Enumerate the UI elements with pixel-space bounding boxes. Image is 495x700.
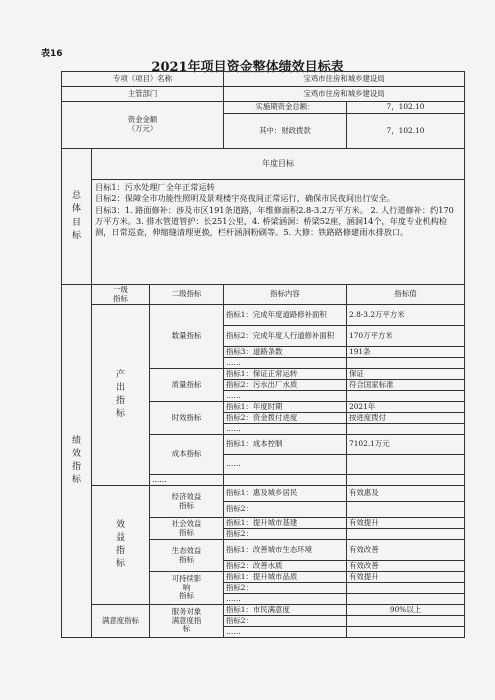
indicator-value: 保证 — [347, 369, 465, 380]
indicator-content: 指标2：污水出厂水质 — [224, 380, 347, 391]
indicator-value: 有效提升 — [347, 518, 465, 529]
timeliness-indicator-label: 时效指标 — [150, 402, 224, 435]
indicator-content: 指标1：市民满意度 — [224, 605, 347, 616]
indicator-value — [347, 627, 465, 638]
funds-fiscal-label: 其中：财政拨款 — [224, 114, 347, 149]
indicator-content: 指标1：年度时期 — [224, 402, 347, 413]
indicator-content: 指标1：保证正常运转 — [224, 369, 347, 380]
indicator-value — [347, 529, 465, 540]
indicator-value: 符合国家标准 — [347, 380, 465, 391]
header-l2: 二级指标 — [150, 285, 224, 305]
indicator-content: …… — [224, 594, 347, 605]
annual-goal-text — [92, 180, 465, 285]
header-content: 指标内容 — [224, 285, 347, 305]
economic-benefit-label: 经济效益 指标 — [150, 486, 224, 518]
funds-fiscal-value: 7，102.10 — [347, 114, 465, 149]
indicator-value: 有效惠及 — [347, 486, 465, 502]
goal-3: 目标3：1. 路面修补：涉及市区191条道路，年维修面积2.8-3.2万平方米。 2. 人行道修补：约170万平方米。3. 排水管道管护：长251公里，4. 桥梁涵洞：桥梁52座，涵洞14个，年度专业机构检测，日常巡查，伸缩缝清理更换，栏杆涵洞粉刷等。5. 大修：铁路路修建雨水排放口。 — [95, 204, 454, 238]
indicator-content: 指标1：改善城市生态环境 — [224, 540, 347, 561]
indicator-content: …… — [224, 358, 347, 369]
project-name-value: 宝鸡市住房和城乡建设局 — [224, 72, 465, 87]
page-title: 2021年项目资金整体绩效目标表 — [151, 60, 344, 75]
indicator-content: …… — [224, 424, 347, 435]
benefit-indicator-label: 效 益 指 标 — [92, 486, 150, 605]
social-benefit-label: 社会效益 指标 — [150, 518, 224, 540]
service-satisfaction-label: 服务对象 满意度指 标 — [150, 605, 224, 638]
performance-target-table — [61, 71, 465, 638]
indicator-value — [347, 502, 465, 518]
funds-label: 资金金额 （万元） — [62, 102, 224, 149]
quantity-indicator-label: 数量指标 — [150, 305, 224, 369]
indicator-content: …… — [224, 627, 347, 638]
satisfaction-indicator-label: 满意度指标 — [92, 605, 150, 638]
dept-label: 主管部门 — [62, 87, 224, 102]
indicator-value: 有效改善 — [347, 561, 465, 572]
indicator-value — [347, 391, 465, 402]
indicator-content: 指标1：提升城市品质 — [224, 572, 347, 583]
sustain-benefit-label: 可持续影 响 指标 — [150, 572, 224, 605]
goal-2: 目标2：保障全市功能性照明及景观楼宇亮夜间正常运行，确保市民夜间出行安全。 — [95, 193, 395, 204]
output-extra: …… — [150, 475, 224, 486]
goal-1: 目标1：污水处理厂全年正常运转 — [95, 182, 215, 192]
indicator-value — [347, 594, 465, 605]
indicator-content: 指标2：完成年度人行道修补面积 — [224, 326, 347, 347]
indicator-content: 指标2：改善水质 — [224, 561, 347, 572]
indicator-value: 7102.1万元 — [347, 435, 465, 455]
dept-value: 宝鸡市住房和城乡建设局 — [224, 87, 465, 102]
indicator-content: 指标1：提升城市基建 — [224, 518, 347, 529]
indicator-content: 指标1：完成年度道路修补面积 — [224, 305, 347, 326]
indicator-value: 90%以上 — [347, 605, 465, 616]
eco-benefit-label: 生态效益 指标 — [150, 540, 224, 572]
indicator-value — [347, 455, 465, 475]
indicator-content: 指标2： — [224, 616, 347, 627]
indicator-value — [347, 583, 465, 594]
output-indicator-label: 产 出 指 标 — [92, 305, 150, 486]
indicator-value: 2.8-3.2万平方米 — [347, 305, 465, 326]
header-l1: 一级 指标 — [92, 285, 150, 305]
indicator-content: 指标2： — [224, 502, 347, 518]
indicator-value: 2021年 — [347, 402, 465, 413]
annual-goal-header: 年度目标 — [92, 149, 465, 180]
indicator-content: 指标2：资金拨付进度 — [224, 413, 347, 424]
indicator-content: 指标2： — [224, 583, 347, 594]
indicator-value: 170万平方米 — [347, 326, 465, 347]
funds-total-value: 7，102.10 — [347, 102, 465, 114]
indicator-value — [347, 424, 465, 435]
indicator-content: …… — [224, 391, 347, 402]
indicator-value — [347, 358, 465, 369]
header-value: 指标值 — [347, 285, 465, 305]
table-number: 表16 — [41, 49, 63, 59]
funds-total-label: 实施期资金总额： — [224, 102, 347, 114]
indicator-content: 指标3：道路条数 — [224, 347, 347, 358]
indicator-content: …… — [224, 455, 347, 475]
quality-indicator-label: 质量指标 — [150, 369, 224, 402]
indicator-value: 191条 — [347, 347, 465, 358]
indicator-content: 指标1：成本控制 — [224, 435, 347, 455]
overall-goal-side-label: 总 体 目 标 — [62, 149, 92, 285]
performance-side-label: 绩 效 指 标 — [62, 285, 92, 638]
project-name-label: 专项（项目）名称 — [62, 72, 224, 87]
cost-indicator-label: 成本指标 — [150, 435, 224, 475]
indicator-value: 有效改善 — [347, 540, 465, 561]
indicator-content: 指标1：惠及城乡居民 — [224, 486, 347, 502]
indicator-value: 按进度拨付 — [347, 413, 465, 424]
indicator-content: 指标2： — [224, 529, 347, 540]
indicator-value — [347, 616, 465, 627]
indicator-value: 有效提升 — [347, 572, 465, 583]
